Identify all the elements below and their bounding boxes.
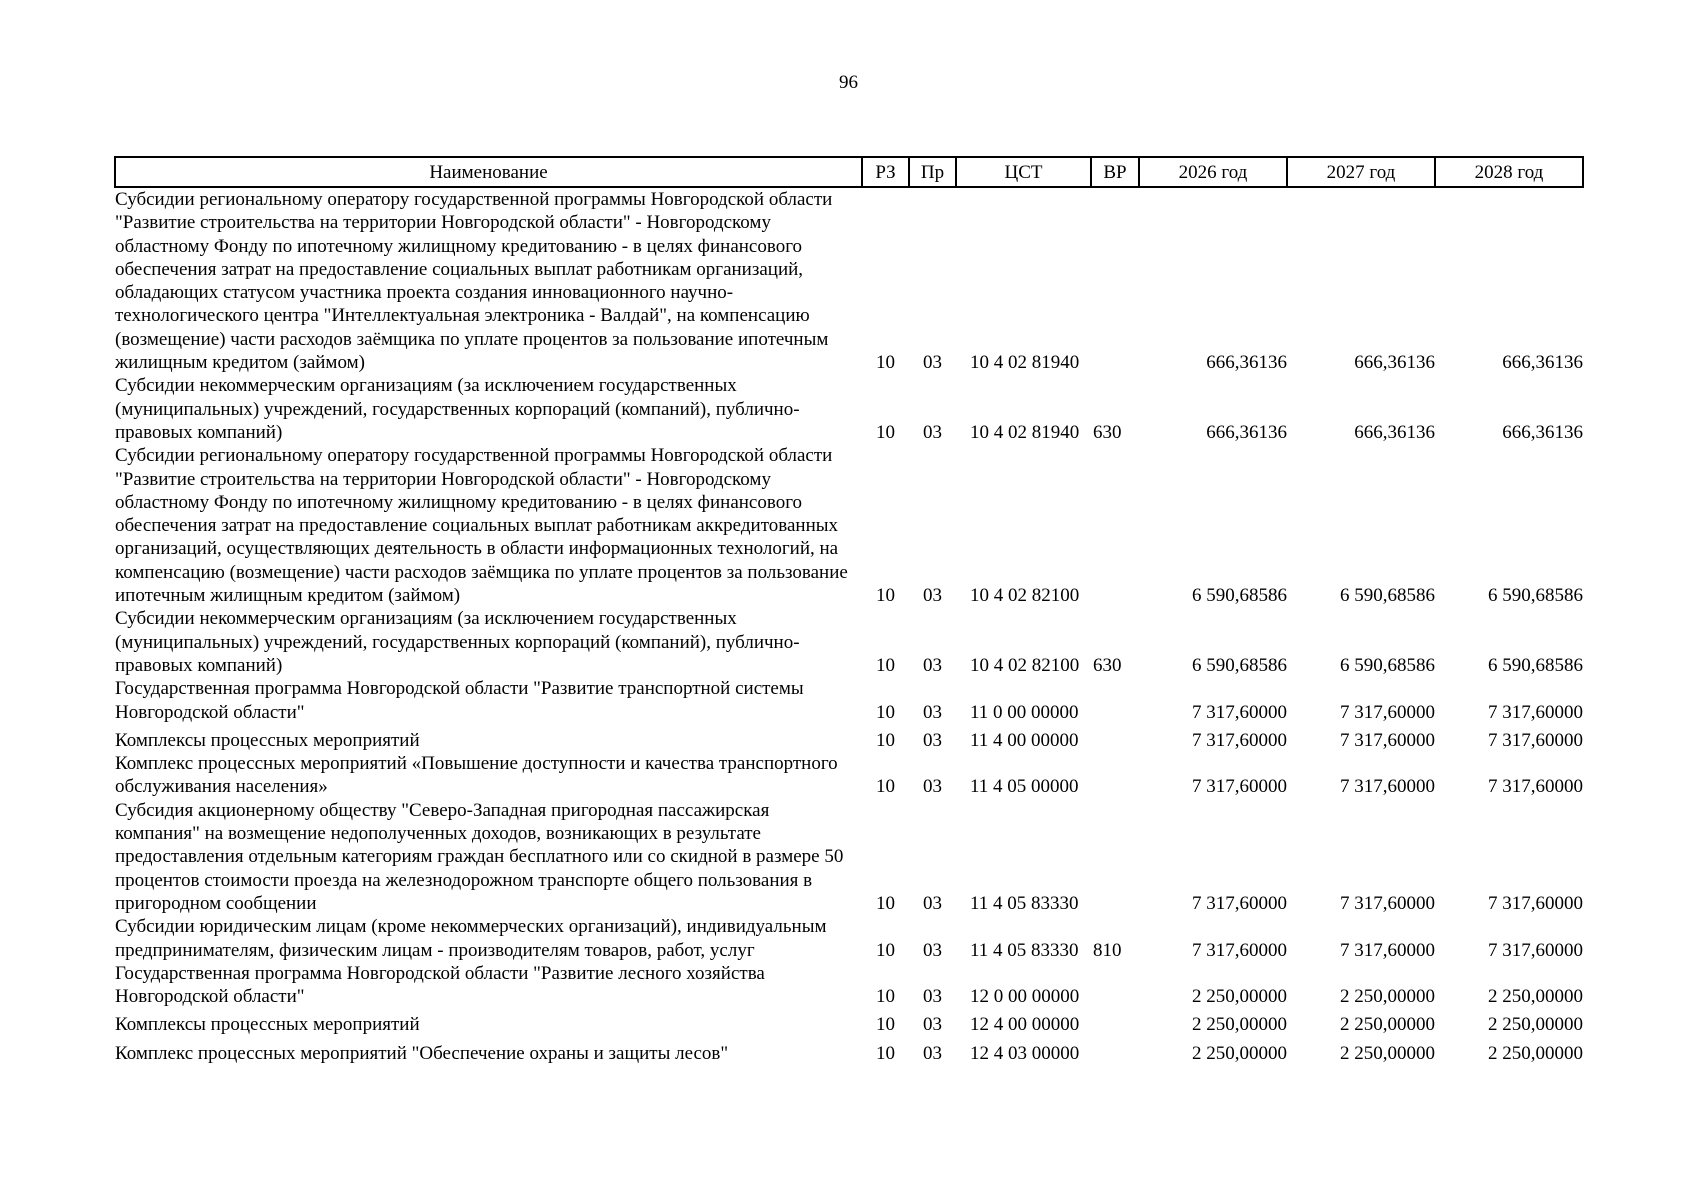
row-2026: 7 317,60000 [1192, 776, 1287, 798]
row-vr: 630 [1093, 421, 1122, 443]
row-name: Субсидии региональному оператору государственной программы Новгородской области "Развитие строительства на территории Новгородской области" - Новгородскому областному Фонду по ипотечному жилищному кредитованию - в целях финансового обеспечения затрат на предоставление социальных выплат работникам аккредитованных организаций, осуществляющих деятельность в области информационных технологий, на компенсацию (возмещение) части расходов заёмщика по уплате процентов за пользование ипотечным жилищным кредитом (займом) [115, 445, 848, 607]
row-2028: 2 250,00000 [1488, 986, 1583, 1008]
table-row [115, 1037, 1583, 1065]
row-2026: 666,36136 [1206, 352, 1287, 374]
row-cst: 11 0 00 00000 [970, 701, 1079, 723]
row-2028: 7 317,60000 [1488, 776, 1583, 798]
row-cst: 11 4 05 00000 [970, 776, 1079, 798]
row-name: Субсидии некоммерческим организациям (за исключением государственных (муниципальных) учреждений, государственных корпораций (компаний), публично-правовых компаний) [115, 608, 800, 676]
row-pr: 03 [923, 1042, 942, 1064]
table-row [115, 374, 1583, 444]
table-row [115, 607, 1583, 677]
row-cst: 10 4 02 81940 [970, 421, 1080, 443]
row-2028: 7 317,60000 [1488, 701, 1583, 723]
row-pr: 03 [923, 986, 942, 1008]
row-vr: 630 [1093, 654, 1122, 676]
row-rz: 10 [876, 892, 895, 914]
header-vr: ВР [1091, 157, 1139, 187]
row-cst: 11 4 05 83330 [970, 892, 1079, 914]
row-vr [1091, 1037, 1139, 1065]
row-2026: 2 250,00000 [1192, 986, 1287, 1008]
row-cst: 10 4 02 82100 [970, 585, 1080, 607]
row-2026: 2 250,00000 [1192, 1014, 1287, 1036]
table-row [115, 724, 1583, 752]
row-rz: 10 [876, 939, 895, 961]
page-number: 96 [839, 72, 858, 93]
table-row [115, 915, 1583, 962]
row-2028: 6 590,68586 [1488, 585, 1583, 607]
row-cst: 11 4 05 83330 [970, 939, 1079, 961]
header-2027: 2027 год [1287, 157, 1435, 187]
row-2027: 7 317,60000 [1340, 701, 1435, 723]
row-name: Комплексы процессных мероприятий [115, 1014, 420, 1036]
row-vr [1091, 799, 1139, 915]
row-rz: 10 [876, 1042, 895, 1064]
row-pr: 03 [923, 701, 942, 723]
row-2028: 2 250,00000 [1488, 1014, 1583, 1036]
row-2026: 7 317,60000 [1192, 892, 1287, 914]
row-vr [1091, 962, 1139, 1009]
row-rz: 10 [876, 729, 895, 751]
row-2028: 7 317,60000 [1488, 939, 1583, 961]
row-2026: 6 590,68586 [1192, 585, 1287, 607]
row-vr [1091, 752, 1139, 799]
header-2028: 2028 год [1435, 157, 1583, 187]
row-2027: 666,36136 [1354, 352, 1435, 374]
header-rz: РЗ [862, 157, 909, 187]
row-2027: 7 317,60000 [1340, 939, 1435, 961]
row-cst: 12 4 03 00000 [970, 1042, 1080, 1064]
table-header-row [115, 157, 1583, 187]
table-row [115, 962, 1583, 1009]
row-2027: 2 250,00000 [1340, 986, 1435, 1008]
row-cst: 11 4 00 00000 [970, 729, 1079, 751]
table-row [115, 1008, 1583, 1036]
row-cst: 12 0 00 00000 [970, 986, 1080, 1008]
row-vr [1091, 187, 1139, 374]
row-rz: 10 [876, 986, 895, 1008]
row-vr [1091, 1008, 1139, 1036]
row-2028: 7 317,60000 [1488, 892, 1583, 914]
header-name: Наименование [115, 157, 862, 187]
row-rz: 10 [876, 421, 895, 443]
row-rz: 10 [876, 776, 895, 798]
row-rz: 10 [876, 1014, 895, 1036]
row-cst: 12 4 00 00000 [970, 1014, 1080, 1036]
row-name: Комплексы процессных мероприятий [115, 729, 420, 751]
table-row [115, 677, 1583, 724]
row-pr: 03 [923, 585, 942, 607]
row-pr: 03 [923, 892, 942, 914]
row-pr: 03 [923, 421, 942, 443]
row-2026: 2 250,00000 [1192, 1042, 1287, 1064]
header-2026: 2026 год [1139, 157, 1287, 187]
table-row [115, 799, 1583, 915]
row-pr: 03 [923, 654, 942, 676]
row-2026: 6 590,68586 [1192, 654, 1287, 676]
row-vr: 810 [1093, 939, 1122, 961]
row-vr [1091, 677, 1139, 724]
row-name: Субсидия акционерному обществу "Северо-Западная пригородная пассажирская компания" на возмещение недополученных доходов, возникающих в результате предоставления отдельным категориям граждан бесплатного или со скидной в размере 50 процентов стоимости проезда на железнодорожном транспорте общего пользования в пригородном сообщении [115, 799, 844, 914]
row-2026: 7 317,60000 [1192, 729, 1287, 751]
row-2026: 666,36136 [1206, 421, 1287, 443]
row-pr: 03 [923, 1014, 942, 1036]
row-name: Государственная программа Новгородской области "Развитие транспортной системы Новгородской области" [115, 678, 804, 723]
row-name: Субсидии юридическим лицам (кроме некоммерческих организаций), индивидуальным предпринимателям, физическим лицам - производителям товаров, работ, услуг [115, 916, 827, 961]
row-2027: 6 590,68586 [1340, 654, 1435, 676]
table-row [115, 444, 1583, 607]
row-rz: 10 [876, 701, 895, 723]
row-pr: 03 [923, 939, 942, 961]
table-row [115, 187, 1583, 374]
row-2026: 7 317,60000 [1192, 939, 1287, 961]
header-cst: ЦСТ [956, 157, 1091, 187]
row-2027: 6 590,68586 [1340, 585, 1435, 607]
row-2027: 7 317,60000 [1340, 729, 1435, 751]
table-row [115, 752, 1583, 799]
row-name: Субсидии региональному оператору государственной программы Новгородской области "Развитие строительства на территории Новгородской области" - Новгородскому областному Фонду по ипотечному жилищному кредитованию - в целях финансового обеспечения затрат на предоставление социальных выплат работникам организаций, обладающих статусом участника проекта создания инновационного научно-технологического центра "Интеллектуальная электроника - Валдай", на компенсацию (возмещение) части расходов заёмщика по уплате процентов за пользование ипотечным жилищным кредитом (займом) [115, 189, 833, 374]
row-vr [1091, 724, 1139, 752]
row-name: Субсидии некоммерческим организациям (за исключением государственных (муниципальных) учреждений, государственных корпораций (компаний), публично-правовых компаний) [115, 375, 800, 443]
row-cst: 10 4 02 81940 [970, 352, 1080, 374]
row-name: Комплекс процессных мероприятий «Повышение доступности и качества транспортного обслуживания населения» [115, 753, 838, 798]
row-pr: 03 [923, 729, 942, 751]
row-cst: 10 4 02 82100 [970, 654, 1080, 676]
row-2028: 7 317,60000 [1488, 729, 1583, 751]
row-pr: 03 [923, 352, 942, 374]
row-2027: 2 250,00000 [1340, 1042, 1435, 1064]
row-2026: 7 317,60000 [1192, 701, 1287, 723]
row-name: Комплекс процессных мероприятий "Обеспечение охраны и защиты лесов" [115, 1042, 729, 1064]
row-2027: 666,36136 [1354, 421, 1435, 443]
header-pr: Пр [909, 157, 956, 187]
row-rz: 10 [876, 352, 895, 374]
row-2027: 7 317,60000 [1340, 776, 1435, 798]
row-2028: 666,36136 [1502, 421, 1583, 443]
row-2027: 7 317,60000 [1340, 892, 1435, 914]
row-pr: 03 [923, 776, 942, 798]
row-2027: 2 250,00000 [1340, 1014, 1435, 1036]
row-2028: 6 590,68586 [1488, 654, 1583, 676]
budget-table [114, 156, 1584, 1065]
row-name: Государственная программа Новгородской области "Развитие лесного хозяйства Новгородской области" [115, 962, 765, 1008]
row-rz: 10 [876, 585, 895, 607]
row-rz: 10 [876, 654, 895, 676]
row-2028: 666,36136 [1502, 352, 1583, 374]
row-2028: 2 250,00000 [1488, 1042, 1583, 1064]
row-vr [1091, 444, 1139, 607]
